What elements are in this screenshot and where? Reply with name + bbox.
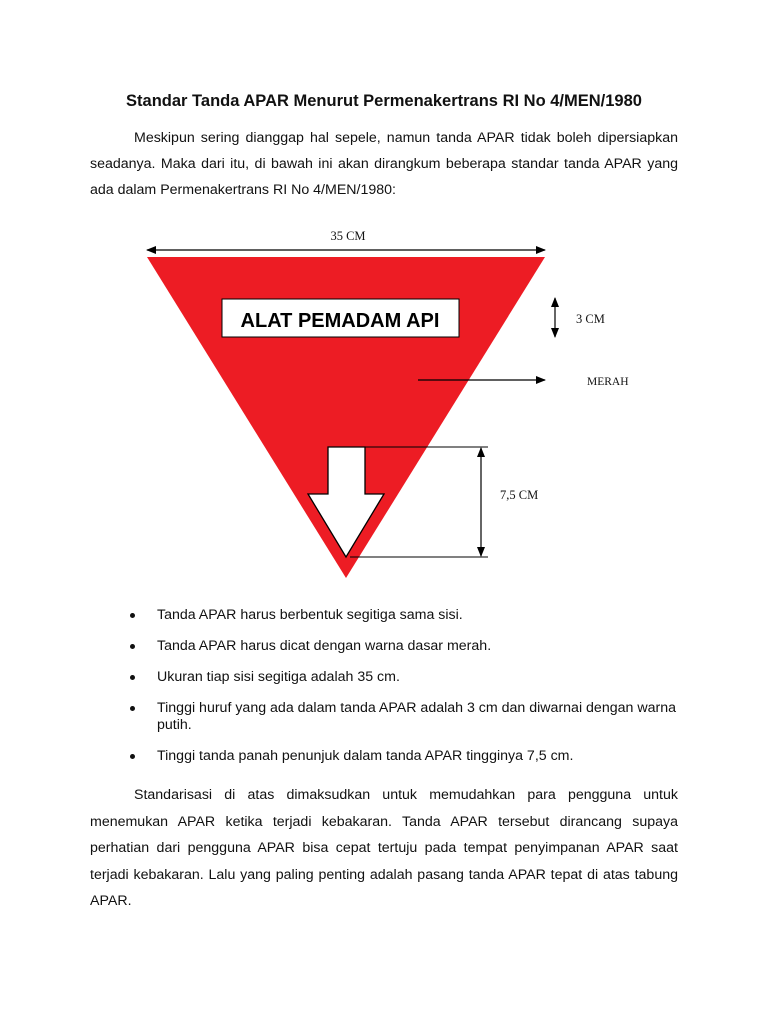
standards-list (112, 607, 682, 779)
color-label: MERAH (587, 376, 629, 388)
list-item: Tanda APAR harus dicat dengan warna dasar merah. (112, 638, 682, 655)
list-item: Tinggi huruf yang ada dalam tanda APAR adalah 3 cm dan diwarnai dengan warna putih. (112, 700, 682, 734)
width-label: 35 CM (330, 229, 366, 243)
list-item: Tanda APAR harus berbentuk segitiga sama sisi. (112, 607, 682, 624)
bullet-icon (130, 706, 135, 711)
list-item: Tinggi tanda panah penunjuk dalam tanda APAR tingginya 7,5 cm. (112, 748, 682, 765)
letter-height-label: 3 CM (576, 312, 605, 326)
arrow-height-label: 7,5 CM (500, 488, 539, 502)
bullet-icon (130, 613, 135, 618)
intro-paragraph: Meskipun sering dianggap hal sepele, namun tanda APAR tidak boleh dipersiapkan seadanya. Maka dari itu, di bawah ini akan dirangkum beberapa standar tanda APAR yang ada dalam Permenakertrans RI No 4/MEN/1980: (90, 130, 678, 198)
page-title: Standar Tanda APAR Menurut Permenakertrans RI No 4/MEN/1980 (126, 92, 642, 110)
sign-text: ALAT PEMADAM API (240, 310, 440, 332)
bullet-icon (130, 675, 135, 680)
closing-paragraph: Standarisasi di atas dimaksudkan untuk memudahkan para pengguna untuk menemukan APAR ketika terjadi kebakaran. Tanda APAR tersebut dirancang supaya perhatian dari pengguna APAR bisa cepat tertuju pada tempat penyimpanan APAR saat terjadi kebakaran. Lalu yang paling penting adalah pasang tanda APAR tepat di atas tabung APAR. (90, 787, 678, 909)
list-item: Ukuran tiap sisi segitiga adalah 35 cm. (112, 669, 682, 686)
bullet-icon (130, 644, 135, 649)
bullet-icon (130, 754, 135, 759)
